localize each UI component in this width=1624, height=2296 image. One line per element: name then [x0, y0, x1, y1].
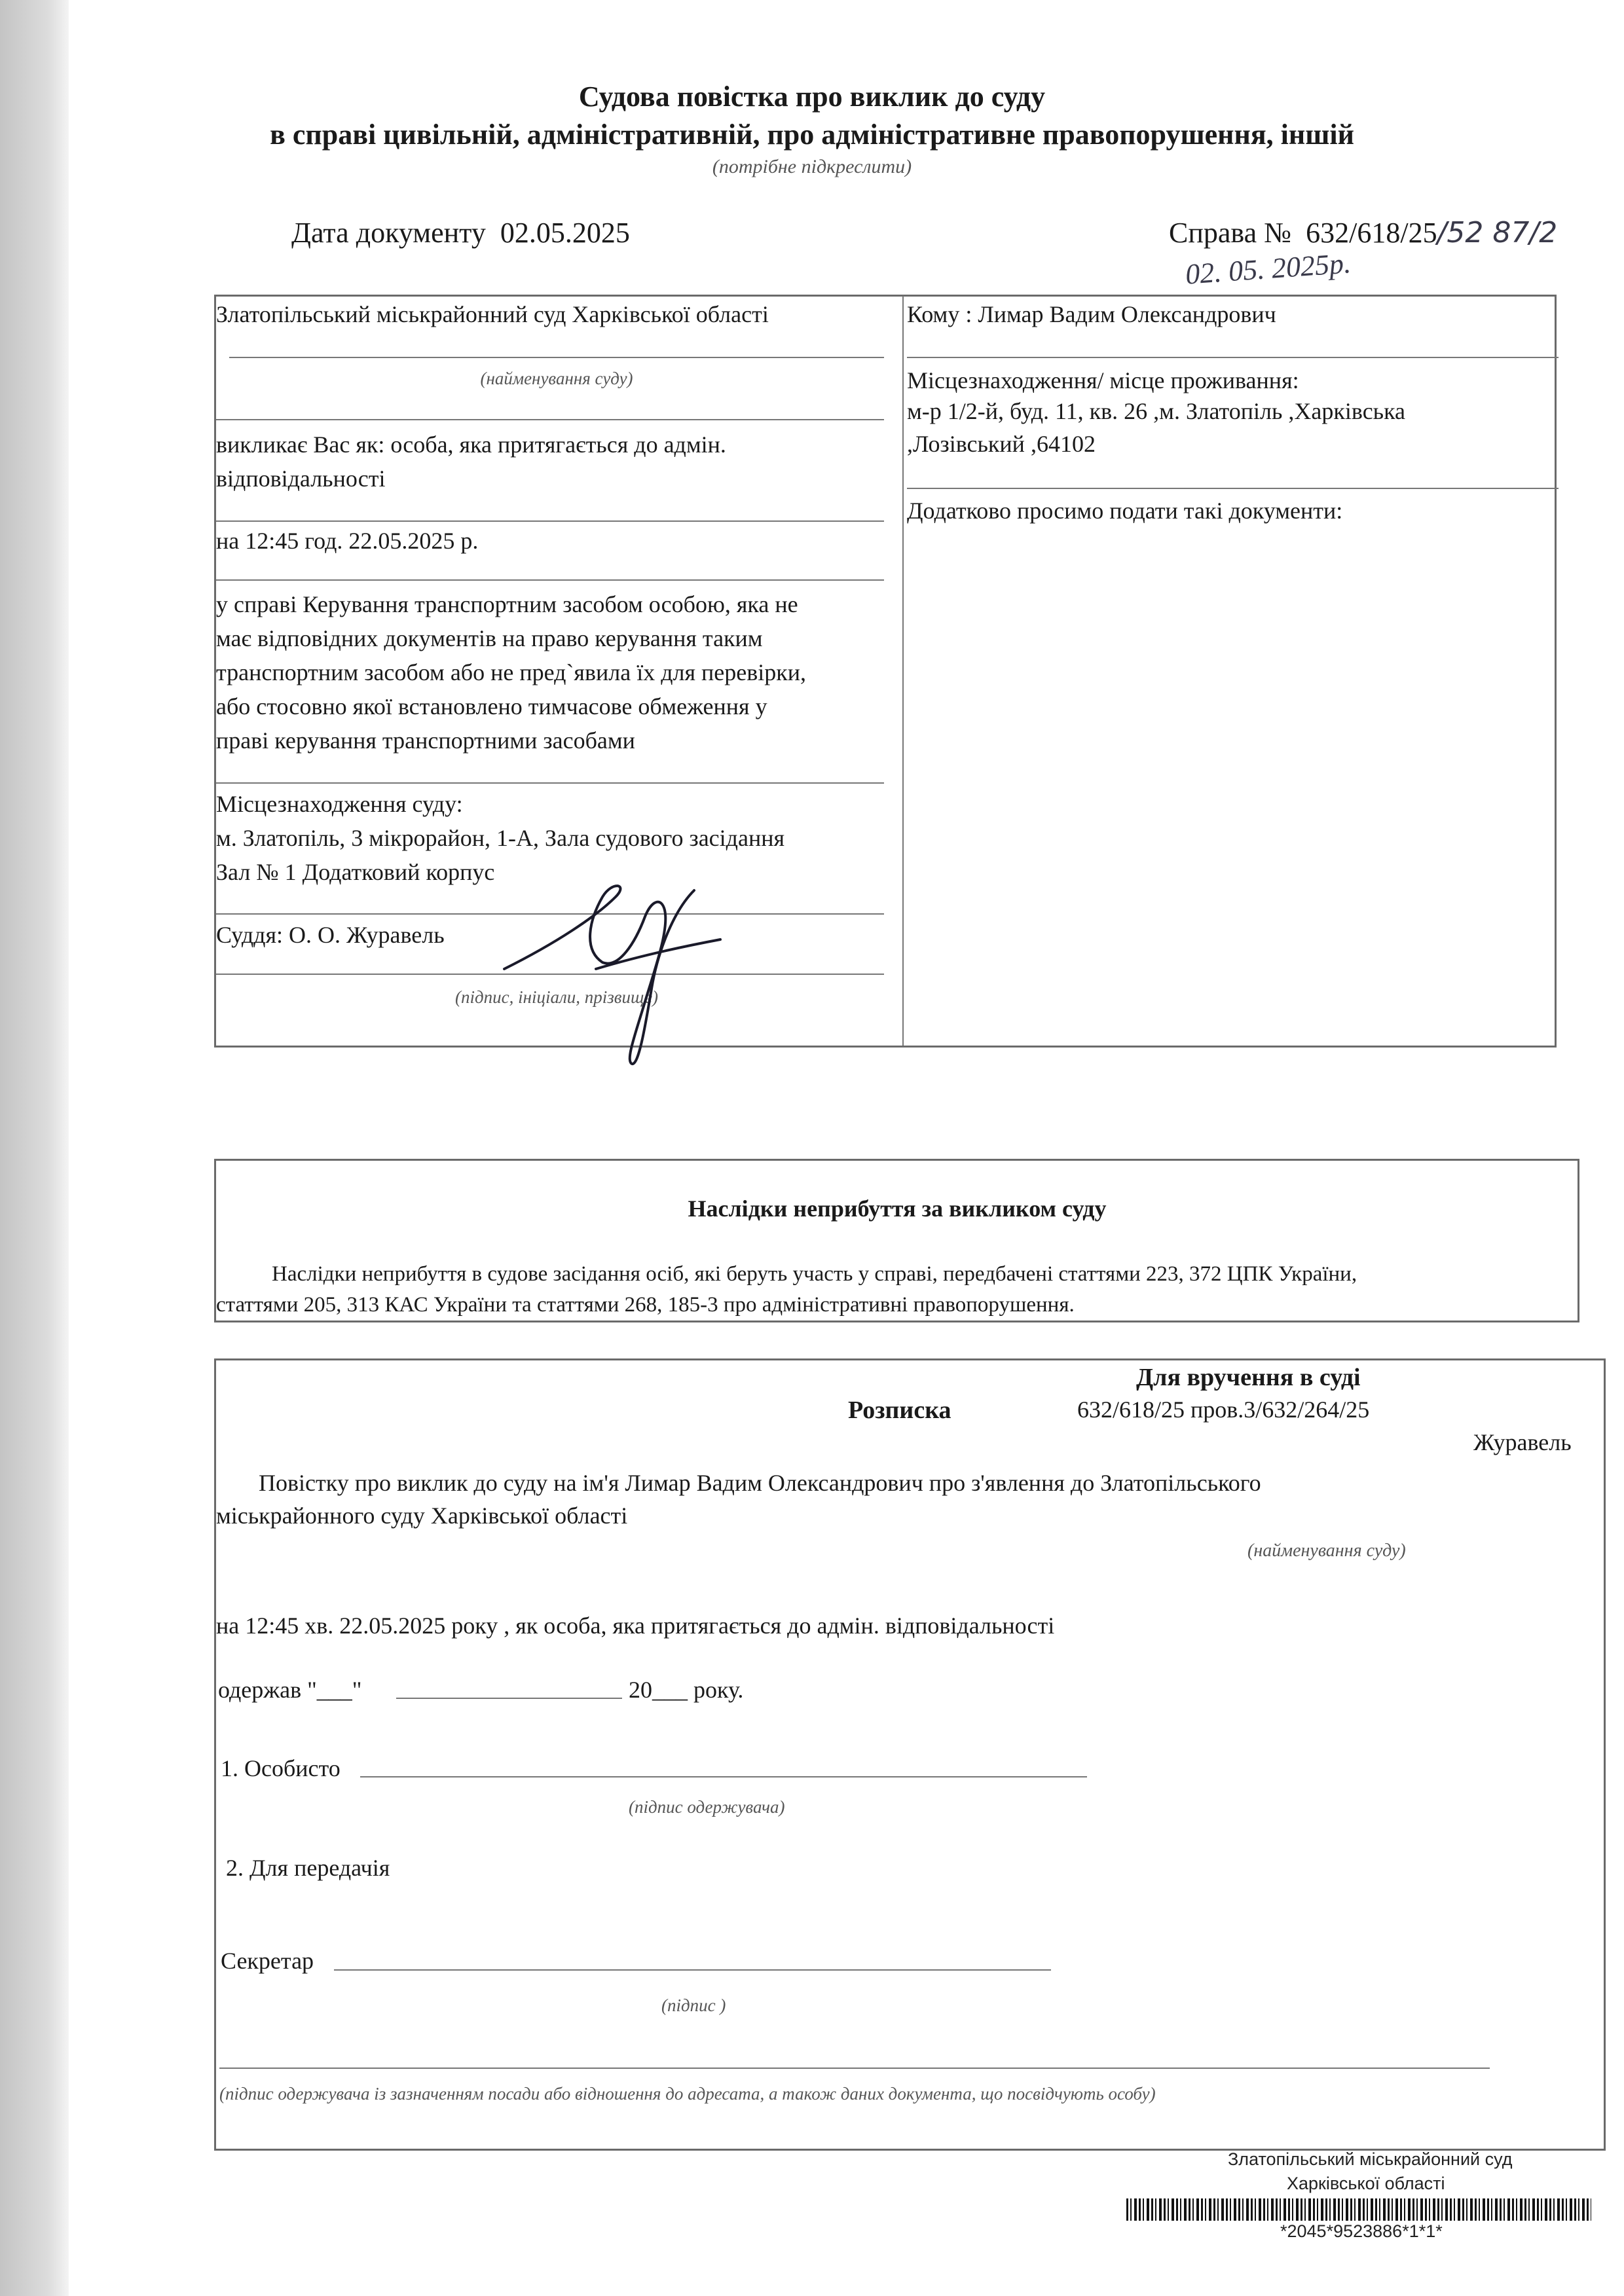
case-description [216, 587, 806, 757]
received-date-line [396, 1698, 622, 1699]
consequences-text: Наслідки неприбуття в судове засідання осіб, які беруть участь у справі, передбачені статтями 223, 372 ЦПК України, [272, 1262, 1357, 1286]
receipt-time: на 12:45 хв. 22.05.2025 року , як особа, яка притягається до адмін. відповідальності [216, 1613, 1055, 1639]
court-location-line: Зал № 1 Додатковий корпус [216, 859, 495, 885]
case-value: 632/618/25 [1306, 217, 1437, 249]
secretary-sign-line [334, 1969, 1051, 1971]
consequences-title: Наслідки неприбуття за викликом суду [688, 1195, 1107, 1222]
judge-name: Суддя: О. О. Журавель [216, 922, 445, 948]
court-name-note: (найменування суду) [480, 369, 633, 388]
divider [216, 782, 884, 784]
handwritten-date: 02. 05. 2025р. [1184, 247, 1352, 291]
stamp-court-line: Златопільський міськрайонний суд [1228, 2149, 1513, 2169]
judge-surname: Журавель [1473, 1429, 1572, 1455]
case-label: Справа № [1169, 217, 1292, 249]
court-name-line [229, 357, 884, 358]
receipt-text: міськрайонного суду Харківської області [216, 1503, 628, 1529]
received-label: одержав "___" [218, 1677, 362, 1703]
case-line: праві керування транспортними засобами [216, 727, 635, 754]
summons-subtitle: в справі цивільній, адміністративній, про адміністративне правопорушення, іншій [270, 118, 1354, 151]
court-name-note: (найменування суду) [1247, 1540, 1406, 1561]
received-year: 20___ року. [629, 1677, 744, 1703]
stamp-court-line: Харківської області [1287, 2174, 1445, 2193]
summons-as: викликає Вас як: особа, яка притягається до адмін. відповідальності [216, 431, 726, 492]
recipient: Кому : Лимар Вадим Олександрович [907, 301, 1276, 327]
case-number [1169, 216, 1557, 249]
barcode-icon [1126, 2198, 1591, 2221]
barcode-text: *2045*9523886*1*1* [1280, 2221, 1443, 2241]
scan-edge [0, 0, 69, 2296]
transfer-label: 2. Для передачія [226, 1855, 390, 1881]
consequences-text: статтями 205, 313 КАС України та статтями 268, 185-3 про адміністративні правопорушення. [216, 1293, 1075, 1317]
case-line: або стосовно якої встановлено тимчасове обмеження у [216, 693, 767, 720]
doc-date-label: Дата документу [291, 217, 486, 249]
footer-note: (підпис одержувача із зазначенням посади або відношення до адресата, а також даних документа, що посвідчують особу) [219, 2084, 1156, 2104]
case-line: у справі Керування транспортним засобом особою, яка не [216, 591, 798, 617]
judge-signature-icon [498, 871, 733, 1067]
recipient-sign-note: (підпис одержувача) [629, 1797, 785, 1817]
divider [216, 579, 884, 581]
address-line: ,Лозівський ,64102 [907, 431, 1096, 457]
divider [216, 419, 884, 420]
receipt-title: Розписка [848, 1396, 951, 1424]
column-divider [902, 296, 904, 1046]
for-delivery: Для вручення в суді [1136, 1364, 1361, 1391]
secretary-label: Секретар [221, 1948, 314, 1974]
underline-hint: (потрібне підкреслити) [712, 156, 912, 177]
case-line: транспортним засобом або не пред`явила їх для перевірки, [216, 659, 807, 685]
receipt-text: Повістку про виклик до суду на ім'я Лимар Вадим Олександрович про з'явлення до Златопільського [259, 1470, 1261, 1496]
case-handwritten: /52 87/2 [1437, 216, 1558, 249]
court-name: Златопільський міськрайонний суд Харківської області [216, 301, 769, 327]
personal-sign-line [360, 1776, 1087, 1777]
signature-note: (підпис, ініціали, прізвище) [454, 987, 659, 1007]
doc-date-value: 02.05.2025 [500, 217, 630, 249]
divider [907, 357, 1559, 358]
court-location-line: м. Златопіль, 3 мікрорайон, 1-А, Зала судового засідання [216, 825, 785, 851]
doc-date [291, 216, 630, 249]
address-line: м-р 1/2-й, буд. 11, кв. 26 ,м. Златопіль ,Харківська [907, 398, 1406, 424]
extra-documents: Додатково просимо подати такі документи: [907, 498, 1343, 524]
hearing-time: на 12:45 год. 22.05.2025 р. [216, 528, 479, 554]
receipt-case-ref: 632/618/25 пров.3/632/264/25 [1077, 1396, 1370, 1423]
address-label: Місцезнаходження/ місце проживання: [907, 367, 1299, 393]
summons-title: Судова повістка про виклик до суду [578, 81, 1046, 113]
court-location-label: Місцезнаходження суду: [216, 791, 463, 817]
personal-label: 1. Особисто [221, 1755, 341, 1781]
divider [907, 488, 1559, 489]
divider [216, 520, 884, 522]
sign-note: (підпис ) [661, 1995, 726, 2015]
case-line: має відповідних документів на право керування таким [216, 625, 763, 651]
footer-line [219, 2068, 1490, 2069]
